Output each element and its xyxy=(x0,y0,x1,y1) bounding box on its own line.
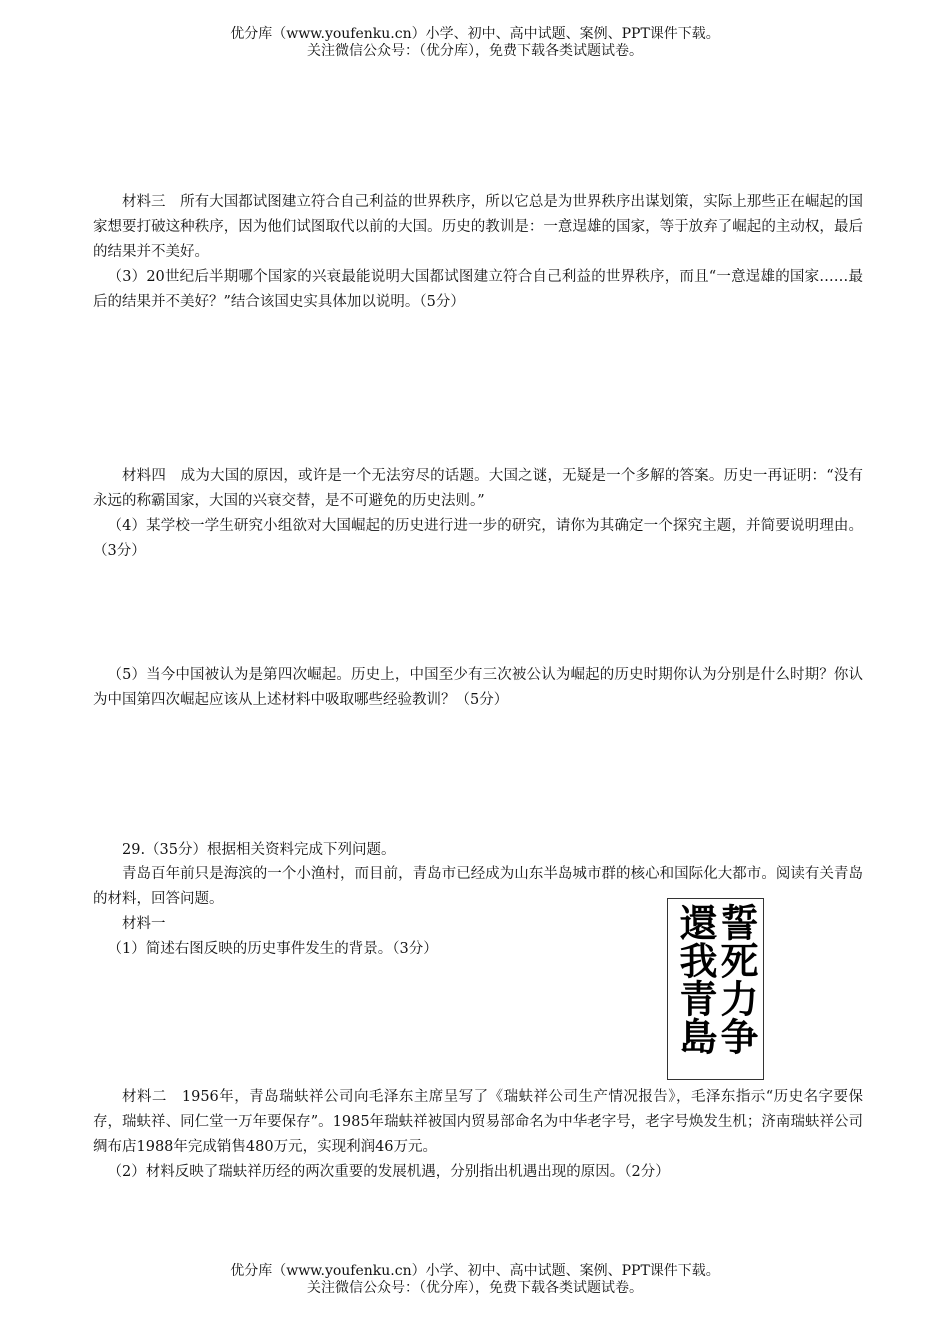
page-footer xyxy=(0,1263,950,1297)
footer-line-1: 优分库（www.youfenku.cn）小学、初中、高中试题、案例、PPT课件下载。 xyxy=(230,1263,720,1279)
q29-material-2: 材料二 1956年，青岛瑞蚨祥公司向毛泽东主席呈写了《瑞蚨祥公司生产情况报告》，毛泽东指示“历史名字要保存，瑞蚨祥、同仁堂一万年要保存”。1985年瑞蚨祥被国内贸易部命名为中华老字号，老字号焕发生机；济南瑞蚨祥公司绸布店1988年完成销售480万元，实现利润46万元。 xyxy=(93,1089,863,1155)
header-line-1: 优分库（www.youfenku.cn）小学、初中、高中试题、案例、PPT课件下载。 xyxy=(230,26,720,42)
question-4: （4）某学校一学生研究小组欲对大国崛起的历史进行进一步的研究，请你为其确定一个探究主题，并简要说明理由。（3分） xyxy=(93,518,863,559)
question-29-title: 29.（35分）根据相关资料完成下列问题。 xyxy=(122,842,396,858)
stamp-text-left: 還我青島 xyxy=(673,903,718,1055)
stamp-col-right xyxy=(715,903,757,1055)
header-line-2: 关注微信公众号：（优分库），免费下载各类试题试卷。 xyxy=(307,43,643,59)
question-29-1: （1）简述右图反映的历史事件发生的背景。（3分） xyxy=(107,941,438,957)
q29-material-1-label: 材料一 xyxy=(122,916,166,932)
calligraphy-slogan-image xyxy=(667,898,764,1080)
material-4: 材料四 成为大国的原因，或许是一个无法穷尽的话题。大国之谜，无疑是一个多解的答案。历史一再证明：“没有永远的称霸国家，大国的兴衰交替，是不可避免的历史法则。” xyxy=(93,468,863,509)
page-header xyxy=(0,26,950,60)
question-5: （5）当今中国被认为是第四次崛起。历史上，中国至少有三次被公认为崛起的历史时期你认为分别是什么时期？你认为中国第四次崛起应该从上述材料中吸取哪些经验教训？（5分） xyxy=(93,667,863,708)
stamp-col-left xyxy=(674,903,716,1055)
footer-line-2: 关注微信公众号：（优分库），免费下载各类试题试卷。 xyxy=(307,1280,643,1296)
material-3: 材料三 所有大国都试图建立符合自己利益的世界秩序，所以它总是为世界秩序出谋划策，实际上那些正在崛起的国家想要打破这种秩序，因为他们试图取代以前的大国。历史的教训是：一意逞雄的国家，等于放弃了崛起的主动权，最后的结果并不美好。 xyxy=(93,194,863,260)
question-3: （3）20世纪后半期哪个国家的兴衰最能说明大国都试图建立符合自己利益的世界秩序，而且“一意逞雄的国家……最后的结果并不美好？”结合该国史实具体加以说明。（5分） xyxy=(93,269,863,310)
question-29-2: （2）材料反映了瑞蚨祥历经的两次重要的发展机遇，分别指出机遇出现的原因。（2分） xyxy=(107,1164,670,1180)
question-29-intro: 青岛百年前只是海滨的一个小渔村，而目前，青岛市已经成为山东半岛城市群的核心和国际化大都市。阅读有关青岛的材料，回答问题。 xyxy=(93,866,863,907)
stamp-text-right: 誓死力争 xyxy=(714,903,759,1055)
